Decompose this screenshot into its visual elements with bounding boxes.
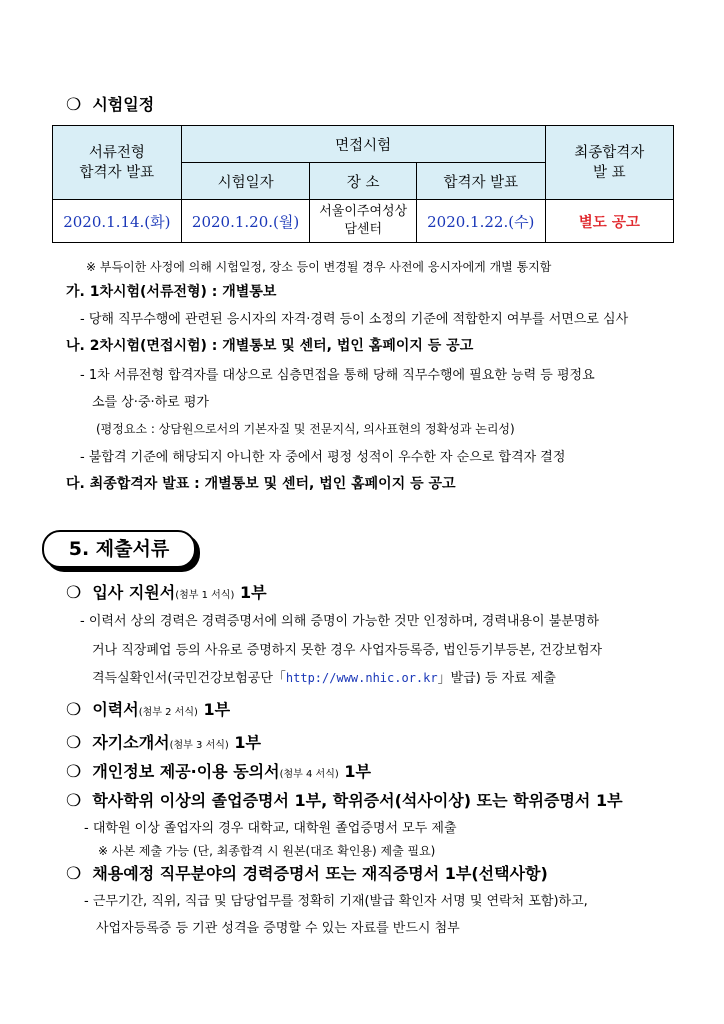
step-b-eval: (평정요소 : 상담원으로서의 기본자질 및 전문지식, 의사표현의 정확성과 논리성) — [96, 422, 515, 436]
step-b-desc-2: 소를 상·중·하로 평가 — [92, 395, 209, 410]
cell-place: 서울이주여성상 담센터 — [310, 200, 416, 243]
header-final-result: 최종합격자 발 표 — [545, 126, 673, 200]
step-b-heading: 나. 2차시험(면접시험) : 개별통보 및 센터, 법인 홈페이지 등 공고 — [66, 338, 474, 354]
header-interview: 면접시험 — [181, 126, 545, 163]
schedule-heading: ❍ 시험일정 — [66, 95, 155, 115]
item-6-desc-1: - 근무기간, 직위, 직급 및 담당업무를 정확히 기재(발급 확인자 서명 및 연락처 포함)하고, — [84, 894, 588, 909]
header-doc-result: 서류전형 합격자 발표 — [53, 126, 182, 200]
section-5-title: 5. 제출서류 — [42, 530, 196, 568]
header-place: 장 소 — [310, 163, 416, 200]
circle-bullet-icon: ❍ — [66, 864, 82, 884]
item-1-desc-3: 격득실확인서(국민건강보험공단「http://www.nhic.or.kr」발급) 등 자료 제출 — [92, 671, 556, 686]
step-c-heading: 다. 최종합격자 발표 : 개별통보 및 센터, 법인 홈페이지 등 공고 — [66, 476, 456, 492]
circle-bullet-icon: ❍ — [66, 583, 82, 603]
item-5-desc: - 대학원 이상 졸업자의 경우 대학교, 대학원 졸업증명서 모두 제출 — [84, 821, 457, 836]
item-1-desc-2: 거나 직장폐업 등의 사유로 증명하지 못한 경우 사업자등록증, 법인등기부등본, 건강보험자 — [92, 643, 603, 658]
circle-bullet-icon: ❍ — [66, 733, 82, 753]
step-a-heading: 가. 1차시험(서류전형) : 개별통보 — [66, 284, 277, 300]
schedule-note: ※ 부득이한 사정에 의해 시험일정, 장소 등이 변경될 경우 사전에 응시자에게 개별 통지함 — [86, 260, 552, 274]
cell-exam-date: 2020.1.20.(월) — [181, 200, 310, 243]
header-exam-date: 시험일자 — [181, 163, 310, 200]
cell-interview-result-date: 2020.1.22.(수) — [416, 200, 545, 243]
doc-item-privacy-consent: ❍ 개인정보 제공·이용 동의서(첨부 4 서식) 1부 — [66, 762, 371, 782]
header-interview-result: 합격자 발표 — [416, 163, 545, 200]
item-6-desc-2: 사업자등록증 등 기관 성격을 증명할 수 있는 자료를 반드시 첨부 — [96, 921, 460, 936]
cell-doc-result-date: 2020.1.14.(화) — [53, 200, 182, 243]
step-b-desc-1: - 1차 서류전형 합격자를 대상으로 심층면접을 통해 당해 직무수행에 필요한 능력 등 평정요 — [80, 368, 595, 383]
circle-bullet-icon: ❍ — [66, 762, 82, 782]
doc-item-application: ❍ 입사 지원서(첨부 1 서식) 1부 — [66, 583, 267, 603]
item-1-desc-1: - 이력서 상의 경력은 경력증명서에 의해 증명이 가능한 것만 인정하며, 경력내용이 불분명하 — [80, 614, 599, 629]
item-5-note: ※ 사본 제출 가능 (단, 최종합격 시 원본(대조 확인용) 제출 필요) — [98, 844, 436, 858]
doc-item-career-certificate: ❍ 채용예정 직무분야의 경력증명서 또는 재직증명서 1부(선택사항) — [66, 864, 548, 884]
doc-item-cover-letter: ❍ 자기소개서(첨부 3 서식) 1부 — [66, 733, 261, 753]
step-a-desc: - 당해 직무수행에 관련된 응시자의 자격·경력 등이 소정의 기준에 적합한지 여부를 서면으로 심사 — [80, 312, 629, 327]
doc-item-degree-certificate: ❍ 학사학위 이상의 졸업증명서 1부, 학위증서(석사이상) 또는 학위증명서 1부 — [66, 791, 623, 811]
step-b-desc-3: - 불합격 기준에 해당되지 아니한 자 중에서 평정 성적이 우수한 자 순으로 합격자 결정 — [80, 450, 566, 465]
schedule-table — [52, 125, 674, 243]
doc-item-resume: ❍ 이력서(첨부 2 서식) 1부 — [66, 700, 231, 720]
circle-bullet-icon: ❍ — [66, 700, 82, 720]
cell-final-result: 별도 공고 — [545, 200, 673, 243]
nhic-link[interactable]: http://www.nhic.or.kr — [285, 671, 438, 685]
circle-bullet-icon: ❍ — [66, 95, 82, 115]
circle-bullet-icon: ❍ — [66, 791, 82, 811]
